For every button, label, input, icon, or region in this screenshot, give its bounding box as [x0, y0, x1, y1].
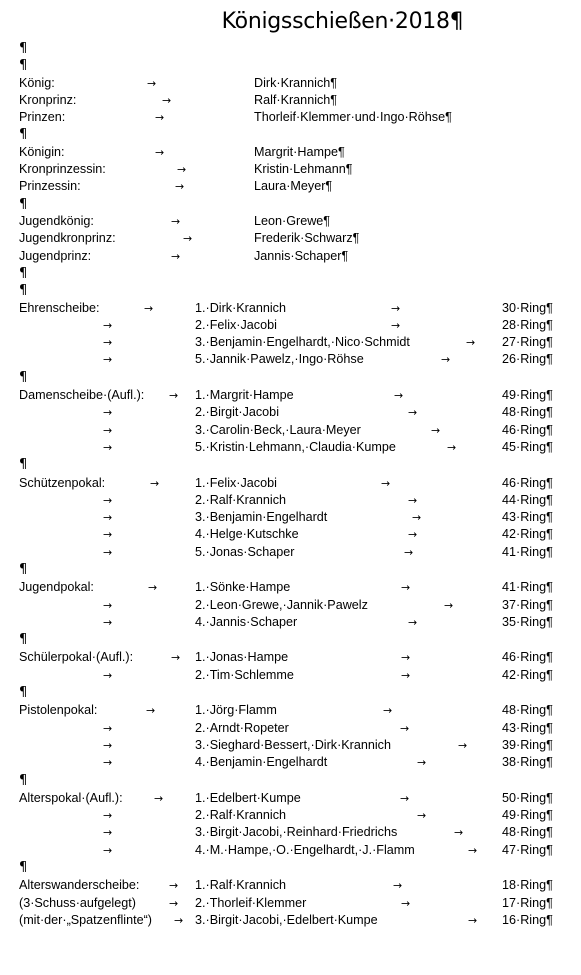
ring-score: 46·Ring¶: [502, 476, 553, 490]
category-label: Jugendpokal:: [19, 580, 94, 594]
result-row: [19, 737, 579, 754]
ring-score: 44·Ring¶: [502, 493, 553, 507]
result-row: [19, 475, 579, 492]
result-row: [19, 334, 579, 351]
result-row: [19, 720, 579, 737]
tab-arrow: →: [381, 477, 391, 490]
category-label: (3·Schuss·aufgelegt): [19, 896, 136, 910]
category-label: Pistolenpokal:: [19, 703, 98, 717]
placement-entry: 4.·M.·Hampe,·O.·Engelhardt,·J.·Flamm: [195, 843, 415, 857]
tab-arrow: →: [103, 319, 113, 332]
royal-row: [19, 230, 579, 247]
tab-arrow: →: [177, 163, 187, 176]
category-label: Alterswanderscheibe:: [19, 878, 140, 892]
pilcrow-mark: ¶: [19, 197, 28, 212]
tab-arrow: →: [162, 94, 172, 107]
tab-arrow: →: [408, 406, 418, 419]
pilcrow-mark: ¶: [19, 773, 28, 788]
ring-score: 30·Ring¶: [502, 301, 553, 315]
royal-title: Kronprinzessin:: [19, 162, 106, 176]
tab-arrow: →: [103, 494, 113, 507]
empty-paragraph: [19, 631, 579, 648]
ring-score: 42·Ring¶: [502, 527, 553, 541]
result-row: [19, 824, 579, 841]
page-title: Königsschießen·2018¶: [221, 9, 464, 34]
royal-row: [19, 92, 579, 109]
placement-entry: 1.·Jörg·Flamm: [195, 703, 277, 717]
tab-arrow: →: [103, 616, 113, 629]
tab-arrow: →: [103, 756, 113, 769]
tab-arrow: →: [169, 879, 179, 892]
ring-score: 48·Ring¶: [502, 405, 553, 419]
tab-arrow: →: [103, 511, 113, 524]
placement-entry: 2.·Birgit·Jacobi: [195, 405, 279, 419]
placement-entry: 3.·Birgit·Jacobi,·Edelbert·Kumpe: [195, 913, 378, 927]
ring-score: 41·Ring¶: [502, 545, 553, 559]
tab-arrow: →: [404, 546, 414, 559]
ring-score: 18·Ring¶: [502, 878, 553, 892]
tab-arrow: →: [444, 599, 454, 612]
pilcrow-mark: ¶: [19, 860, 28, 875]
placement-entry: 1.·Edelbert·Kumpe: [195, 791, 301, 805]
empty-paragraph: [19, 282, 579, 299]
royal-name: Frederik·Schwarz¶: [254, 231, 360, 245]
result-row: [19, 544, 579, 561]
tab-arrow: →: [412, 511, 422, 524]
royal-name: Jannis·Schaper¶: [254, 249, 349, 263]
result-row: [19, 526, 579, 543]
royal-title: Jugendprinz:: [19, 249, 92, 263]
ring-score: 42·Ring¶: [502, 668, 553, 682]
placement-entry: 5.·Kristin·Lehmann,·Claudia·Kumpe: [195, 440, 396, 454]
ring-score: 49·Ring¶: [502, 388, 553, 402]
placement-entry: 3.·Benjamin·Engelhardt,·Nico·Schmidt: [195, 335, 410, 349]
tab-arrow: →: [400, 722, 410, 735]
royal-name: Margrit·Hampe¶: [254, 145, 345, 159]
empty-paragraph: [19, 196, 579, 213]
empty-paragraph: [19, 369, 579, 386]
tab-arrow: →: [468, 914, 478, 927]
tab-arrow: →: [169, 897, 179, 910]
ring-score: 50·Ring¶: [502, 791, 553, 805]
placement-entry: 4.·Jannis·Schaper: [195, 615, 298, 629]
tab-arrow: →: [103, 599, 113, 612]
placement-entry: 2.·Leon·Grewe,·Jannik·Pawelz: [195, 598, 368, 612]
ring-score: 46·Ring¶: [502, 423, 553, 437]
category-label: Schülerpokal·(Aufl.):: [19, 650, 134, 664]
ring-score: 49·Ring¶: [502, 808, 553, 822]
placement-entry: 2.·Felix·Jacobi: [195, 318, 277, 332]
pilcrow-mark: ¶: [19, 58, 28, 73]
category-label: Damenscheibe·(Aufl.):: [19, 388, 145, 402]
tab-arrow: →: [447, 441, 457, 454]
pilcrow-mark: ¶: [19, 685, 28, 700]
ring-score: 43·Ring¶: [502, 510, 553, 524]
tab-arrow: →: [155, 111, 165, 124]
placement-entry: 4.·Helge·Kutschke: [195, 527, 299, 541]
royal-row: [19, 144, 579, 161]
tab-arrow: →: [171, 215, 181, 228]
empty-paragraph: [19, 265, 579, 282]
result-row: [19, 702, 579, 719]
tab-arrow: →: [417, 809, 427, 822]
tab-arrow: →: [401, 669, 411, 682]
tab-arrow: →: [400, 792, 410, 805]
royal-row: [19, 213, 579, 230]
tab-arrow: →: [393, 879, 403, 892]
empty-paragraph: [19, 772, 579, 789]
royal-row: [19, 178, 579, 195]
tab-arrow: →: [169, 389, 179, 402]
royal-title: Prinzessin:: [19, 179, 81, 193]
tab-arrow: →: [431, 424, 441, 437]
ring-score: 35·Ring¶: [502, 615, 553, 629]
tab-arrow: →: [383, 704, 393, 717]
tab-arrow: →: [150, 477, 160, 490]
pilcrow-mark: ¶: [19, 283, 28, 298]
placement-entry: 1.·Margrit·Hampe: [195, 388, 294, 402]
ring-score: 47·Ring¶: [502, 843, 553, 857]
ring-score: 28·Ring¶: [502, 318, 553, 332]
tab-arrow: →: [417, 756, 427, 769]
result-row: [19, 614, 579, 631]
tab-arrow: →: [103, 722, 113, 735]
ring-score: 17·Ring¶: [502, 896, 553, 910]
tab-arrow: →: [144, 302, 154, 315]
result-row: [19, 404, 579, 421]
empty-paragraph: [19, 859, 579, 876]
result-row: [19, 912, 579, 929]
empty-paragraph: [19, 126, 579, 143]
royal-title: Jugendkronprinz:: [19, 231, 116, 245]
placement-entry: 2.·Thorleif·Klemmer: [195, 896, 307, 910]
placement-entry: 1.·Jonas·Hampe: [195, 650, 289, 664]
tab-arrow: →: [468, 844, 478, 857]
result-row: [19, 351, 579, 368]
tab-arrow: →: [103, 406, 113, 419]
tab-arrow: →: [458, 739, 468, 752]
tab-arrow: →: [103, 441, 113, 454]
tab-arrow: →: [103, 424, 113, 437]
placement-entry: 5.·Jannik·Pawelz,·Ingo·Röhse: [195, 352, 364, 366]
royal-name: Leon·Grewe¶: [254, 214, 331, 228]
placement-entry: 4.·Benjamin·Engelhardt: [195, 755, 328, 769]
result-row: [19, 492, 579, 509]
tab-arrow: →: [466, 336, 476, 349]
tab-arrow: →: [408, 616, 418, 629]
tab-arrow: →: [103, 844, 113, 857]
pilcrow-mark: ¶: [19, 370, 28, 385]
royal-name: Thorleif·Klemmer·und·Ingo·Röhse¶: [254, 110, 452, 124]
ring-score: 43·Ring¶: [502, 721, 553, 735]
placement-entry: 3.·Birgit·Jacobi,·Reinhard·Friedrichs: [195, 825, 398, 839]
tab-arrow: →: [441, 353, 451, 366]
pilcrow-mark: ¶: [19, 127, 28, 142]
royal-row: [19, 109, 579, 126]
tab-arrow: →: [394, 389, 404, 402]
royal-row: [19, 75, 579, 92]
ring-score: 27·Ring¶: [502, 335, 553, 349]
pilcrow-mark: ¶: [19, 562, 28, 577]
tab-arrow: →: [103, 528, 113, 541]
empty-paragraph: [19, 684, 579, 701]
result-row: [19, 597, 579, 614]
result-row: [19, 317, 579, 334]
ring-score: 26·Ring¶: [502, 352, 553, 366]
ring-score: 37·Ring¶: [502, 598, 553, 612]
tab-arrow: →: [103, 546, 113, 559]
tab-arrow: →: [103, 353, 113, 366]
tab-arrow: →: [147, 77, 157, 90]
tab-arrow: →: [183, 232, 193, 245]
tab-arrow: →: [408, 528, 418, 541]
tab-arrow: →: [454, 826, 464, 839]
category-label: Ehrenscheibe:: [19, 301, 100, 315]
royal-name: Laura·Meyer¶: [254, 179, 333, 193]
placement-entry: 2.·Ralf·Krannich: [195, 493, 286, 507]
result-row: [19, 509, 579, 526]
result-row: [19, 422, 579, 439]
empty-paragraph: [19, 40, 579, 57]
tab-arrow: →: [103, 809, 113, 822]
result-row: [19, 667, 579, 684]
result-row: [19, 387, 579, 404]
tab-arrow: →: [175, 180, 185, 193]
pilcrow-mark: ¶: [19, 457, 28, 472]
placement-entry: 1.·Ralf·Krannich: [195, 878, 286, 892]
placement-entry: 1.·Dirk·Krannich: [195, 301, 286, 315]
royal-row: [19, 248, 579, 265]
tab-arrow: →: [103, 336, 113, 349]
result-row: [19, 807, 579, 824]
result-row: [19, 877, 579, 894]
ring-score: 46·Ring¶: [502, 650, 553, 664]
ring-score: 48·Ring¶: [502, 825, 553, 839]
tab-arrow: →: [171, 651, 181, 664]
result-row: [19, 300, 579, 317]
placement-entry: 2.·Arndt·Ropeter: [195, 721, 289, 735]
royal-row: [19, 161, 579, 178]
pilcrow-mark: ¶: [19, 41, 28, 56]
empty-paragraph: [19, 561, 579, 578]
royal-name: Ralf·Krannich¶: [254, 93, 338, 107]
placement-entry: 3.·Benjamin·Engelhardt: [195, 510, 328, 524]
placement-entry: 3.·Sieghard·Bessert,·Dirk·Krannich: [195, 738, 391, 752]
tab-arrow: →: [401, 581, 411, 594]
empty-paragraph: [19, 57, 579, 74]
royal-name: Dirk·Krannich¶: [254, 76, 338, 90]
result-row: [19, 790, 579, 807]
result-row: [19, 842, 579, 859]
result-row: [19, 895, 579, 912]
pilcrow-mark: ¶: [19, 632, 28, 647]
tab-arrow: →: [103, 739, 113, 752]
tab-arrow: →: [148, 581, 158, 594]
placement-entry: 2.·Tim·Schlemme: [195, 668, 294, 682]
royal-title: König:: [19, 76, 55, 90]
tab-arrow: →: [391, 302, 401, 315]
placement-entry: 1.·Felix·Jacobi: [195, 476, 277, 490]
result-row: [19, 439, 579, 456]
tab-arrow: →: [174, 914, 184, 927]
royal-title: Prinzen:: [19, 110, 66, 124]
ring-score: 48·Ring¶: [502, 703, 553, 717]
tab-arrow: →: [146, 704, 156, 717]
result-row: [19, 754, 579, 771]
tab-arrow: →: [401, 651, 411, 664]
royal-title: Jugendkönig:: [19, 214, 94, 228]
tab-arrow: →: [401, 897, 411, 910]
tab-arrow: →: [408, 494, 418, 507]
royal-name: Kristin·Lehmann¶: [254, 162, 353, 176]
result-row: [19, 649, 579, 666]
category-label: Alterspokal·(Aufl.):: [19, 791, 123, 805]
tab-arrow: →: [391, 319, 401, 332]
royal-title: Kronprinz:: [19, 93, 77, 107]
ring-score: 38·Ring¶: [502, 755, 553, 769]
ring-score: 45·Ring¶: [502, 440, 553, 454]
pilcrow-mark: ¶: [19, 266, 28, 281]
category-label: (mit·der·„Spatzenflinte“): [19, 913, 152, 927]
placement-entry: 5.·Jonas·Schaper: [195, 545, 295, 559]
ring-score: 16·Ring¶: [502, 913, 553, 927]
placement-entry: 3.·Carolin·Beck,·Laura·Meyer: [195, 423, 361, 437]
tab-arrow: →: [154, 792, 164, 805]
tab-arrow: →: [103, 826, 113, 839]
ring-score: 41·Ring¶: [502, 580, 553, 594]
empty-paragraph: [19, 456, 579, 473]
royal-title: Königin:: [19, 145, 65, 159]
tab-arrow: →: [171, 250, 181, 263]
ring-score: 39·Ring¶: [502, 738, 553, 752]
category-label: Schützenpokal:: [19, 476, 106, 490]
result-row: [19, 579, 579, 596]
tab-arrow: →: [155, 146, 165, 159]
placement-entry: 1.·Sönke·Hampe: [195, 580, 291, 594]
tab-arrow: →: [103, 669, 113, 682]
placement-entry: 2.·Ralf·Krannich: [195, 808, 286, 822]
